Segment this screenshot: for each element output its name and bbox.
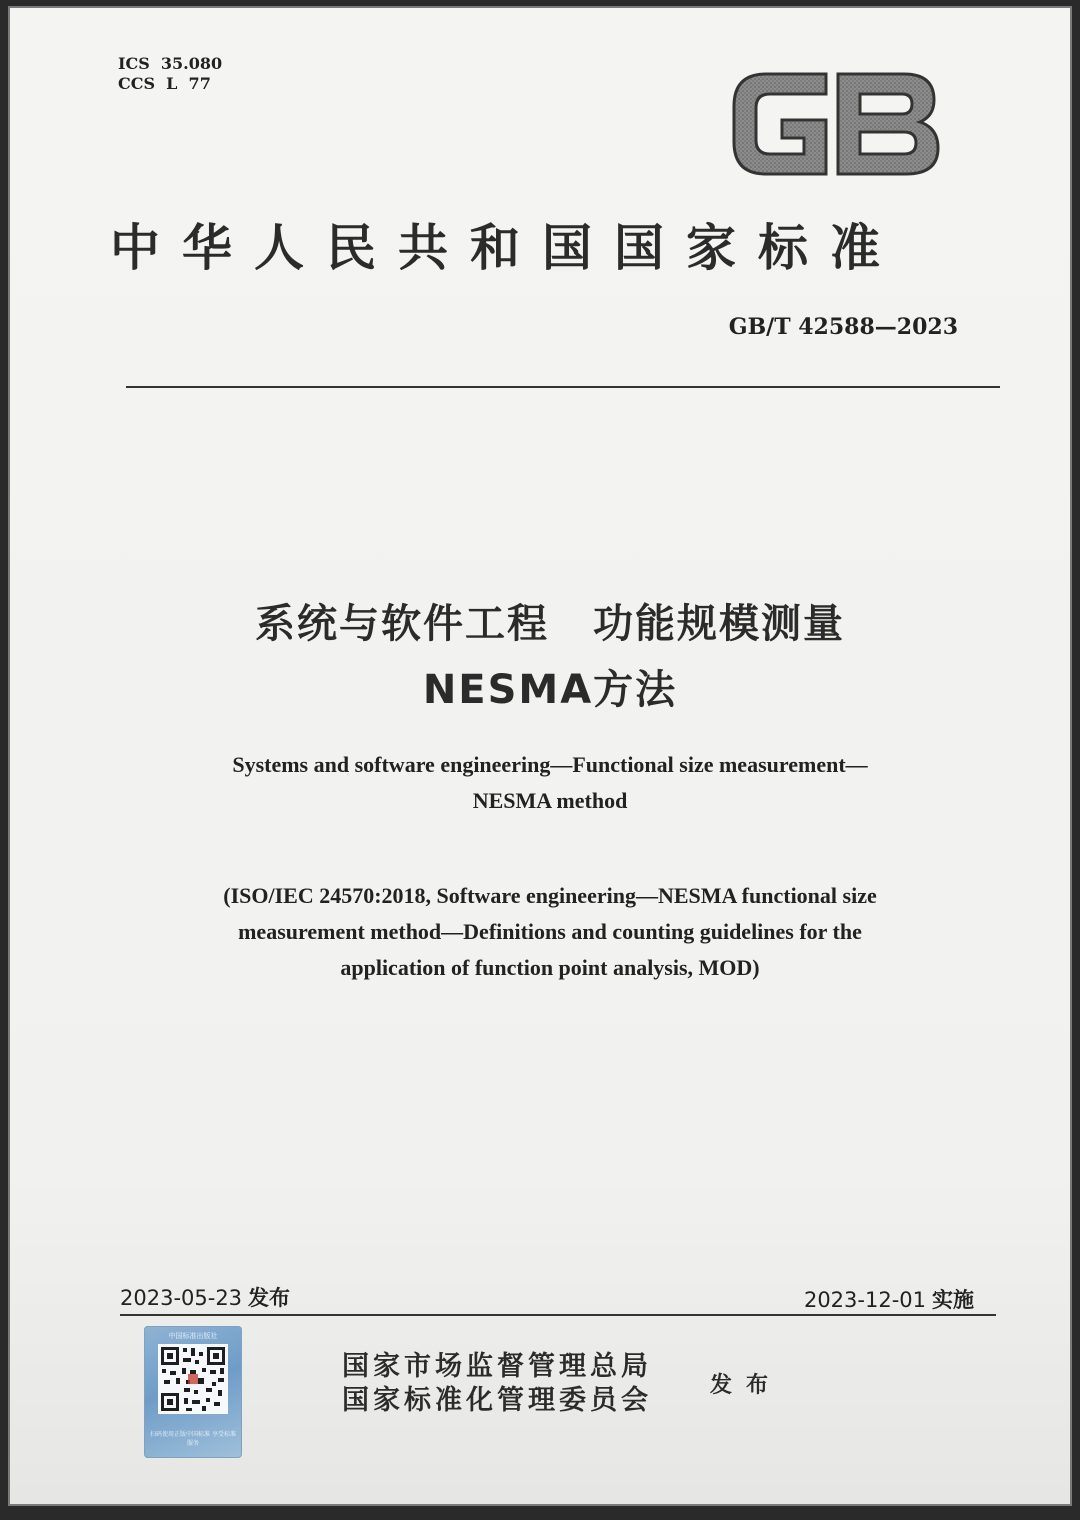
effective-date-value: 2023-12-01 xyxy=(803,1288,926,1312)
issue-label: 发布 xyxy=(710,1372,783,1398)
ccs-code: CCS L 77 xyxy=(118,74,211,93)
published-label: 发布 xyxy=(248,1286,291,1310)
gb-emblem-icon xyxy=(726,66,944,182)
chinese-title-line2: NESMA方法 xyxy=(422,667,678,713)
english-title-line2: NESMA method xyxy=(472,788,628,813)
issuer-samr: 国家市场监督管理总局 xyxy=(342,1351,652,1382)
issuing-authorities xyxy=(342,1350,652,1418)
effective-date xyxy=(804,1284,974,1314)
standard-number: GB/T 42588—2023 xyxy=(728,314,958,340)
published-date-value: 2023-05-23 xyxy=(120,1286,243,1310)
national-standard-masthead: 中华人民共和国国家标准 xyxy=(110,218,902,277)
footer-divider xyxy=(120,1314,996,1316)
chinese-title-part1: 系统与软件工程 xyxy=(255,601,549,647)
qr-code-icon[interactable] xyxy=(158,1344,228,1414)
publication-date xyxy=(120,1282,290,1312)
standard-cover-page xyxy=(8,6,1072,1506)
header-divider xyxy=(126,386,1000,388)
iso-reference-line3: application of function point analysis, MOD) xyxy=(340,955,760,980)
chinese-title-part2: 功能规模测量 xyxy=(593,601,845,647)
issuer-sac: 国家标准化管理委员会 xyxy=(342,1385,652,1416)
iso-reference-line1: (ISO/IEC 24570:2018, Software engineering—NESMA functional size xyxy=(223,883,877,908)
classification-codes xyxy=(118,54,222,94)
sticker-publisher-text: 中国标准出版社 xyxy=(168,1332,218,1340)
english-title-line1: Systems and software engineering—Functional size measurement— xyxy=(232,752,868,777)
anti-counterfeit-sticker[interactable] xyxy=(144,1326,242,1458)
iso-reference-line2: measurement method—Definitions and counting guidelines for the xyxy=(238,919,862,944)
effective-label: 实施 xyxy=(932,1288,974,1312)
ics-code: ICS 35.080 xyxy=(118,54,223,73)
chinese-title-line1 xyxy=(10,592,1080,649)
sticker-instruction-text: 扫码使用正版中国标准 享受标准服务 xyxy=(150,1431,236,1447)
